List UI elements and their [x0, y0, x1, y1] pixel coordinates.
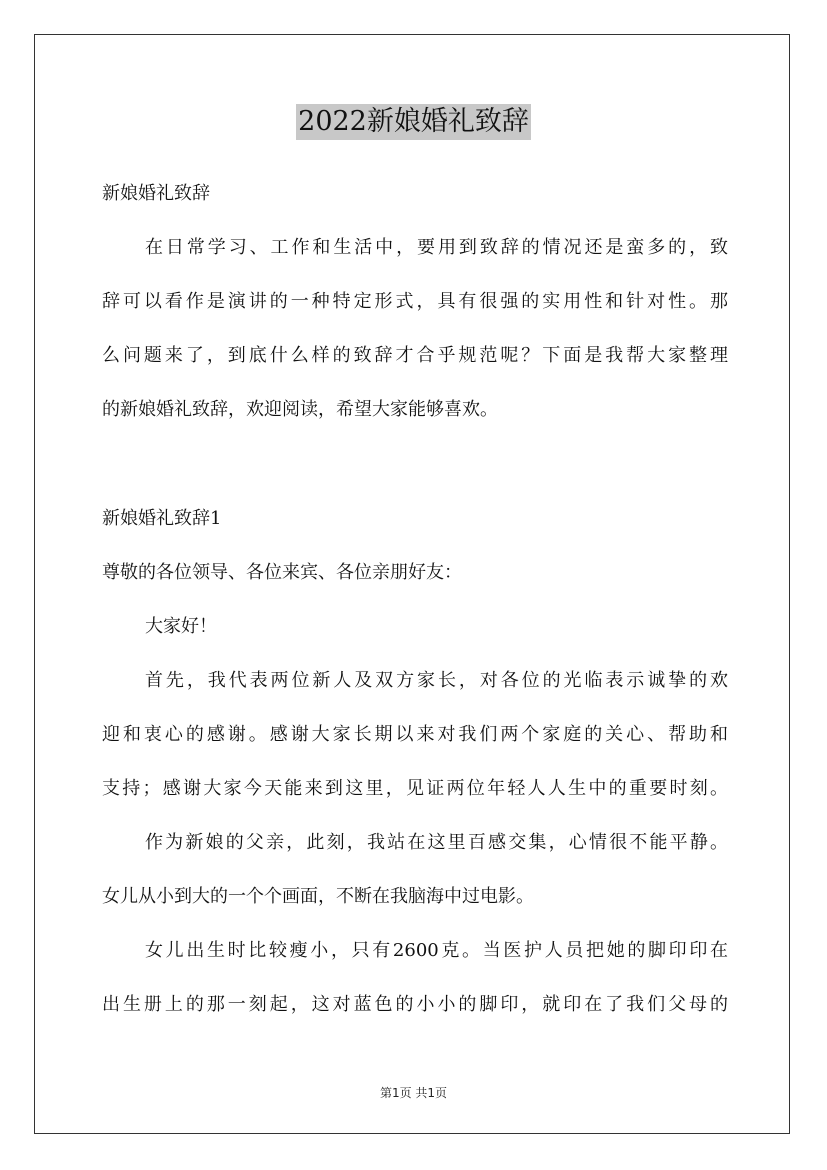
paragraph-line: 么问题来了，到底什么样的致辞才合乎规范呢？下面是我帮大家整理: [102, 345, 728, 366]
paragraph-line: 迎和衷心的感谢。感谢大家长期以来对我们两个家庭的关心、帮助和: [102, 724, 728, 745]
document-title: 2022新娘婚礼致辞: [296, 104, 531, 140]
section-heading: 新娘婚礼致辞: [102, 183, 210, 204]
section-heading: 新娘婚礼致辞1: [102, 508, 222, 529]
paragraph-line: 支持；感谢大家今天能来到这里，见证两位年轻人人生中的重要时刻。: [102, 778, 728, 799]
paragraph-line: 出生册上的那一刻起，这对蓝色的小小的脚印，就印在了我们父母的: [102, 994, 728, 1015]
document-title-wrap: [0, 104, 827, 140]
paragraph-line: 作为新娘的父亲，此刻，我站在这里百感交集，心情很不能平静。: [145, 832, 728, 853]
paragraph-line: 辞可以看作是演讲的一种特定形式，具有很强的实用性和针对性。那: [102, 291, 728, 312]
paragraph-line: 首先，我代表两位新人及双方家长，对各位的光临表示诚挚的欢: [145, 670, 728, 691]
greeting-line: 大家好！: [145, 616, 217, 637]
paragraph-line: 女儿出生时比较瘦小，只有2600克。当医护人员把她的脚印印在: [145, 940, 728, 961]
paragraph-line: 女儿从小到大的一个个画面，不断在我脑海中过电影。: [102, 886, 534, 907]
salutation-line: 尊敬的各位领导、各位来宾、各位亲朋好友：: [102, 562, 462, 583]
paragraph-line: 在日常学习、工作和生活中，要用到致辞的情况还是蛮多的，致: [145, 237, 728, 258]
paragraph-line: 的新娘婚礼致辞，欢迎阅读，希望大家能够喜欢。: [102, 399, 498, 420]
page-number: 第1页 共1页: [379, 1086, 448, 1100]
